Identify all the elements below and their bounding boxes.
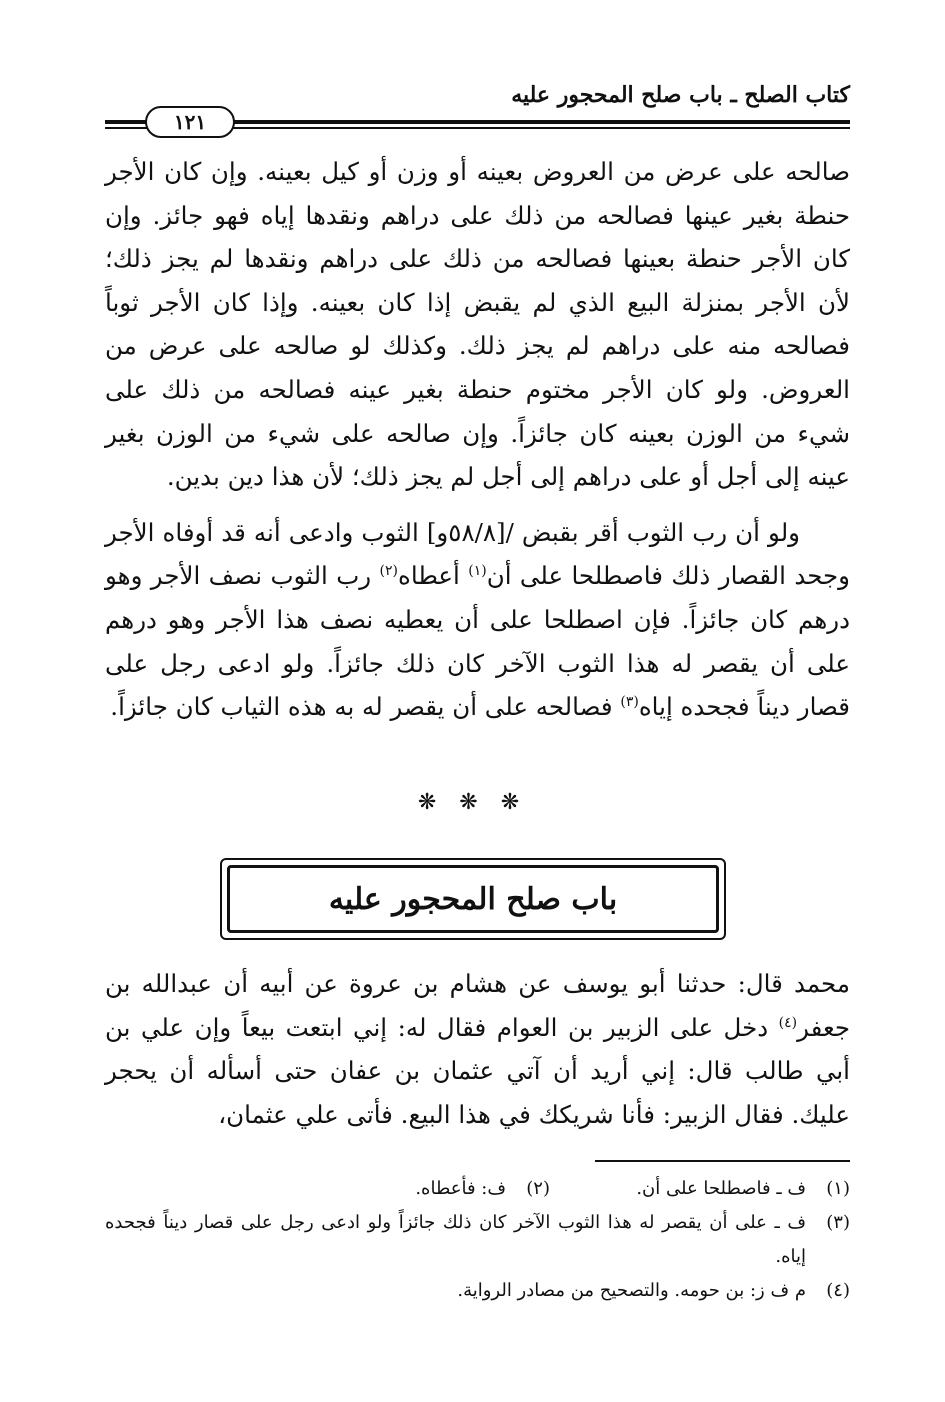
text-run: صالحه على عرض من العروض بعينه أو وزن أو كيل بعينه. وإن كان الأجر حنطة بغير عينها فصالحه من ذلك على دراهم ونقدها إياه فهو جائز. وإن كان الأجر حنطة بعينها فصالحه من ذلك على دراهم ونقدها لم يجز ذلك؛ لأن الأجر بمنزلة البيع الذي لم يقبض إذا كان بعينه. وإذا كان الأجر ثوباً فصالحه منه على دراهم لم يجز ذلك. وكذلك لو صالحه على عرض من العروض. ولو كان الأجر مختوم حنطة بغير عينه فصالحه من ذلك على شيء من الوزن بعينه كان جائزاً. وإن صالحه على شيء من الوزن بغير عينه إلى أجل أو على دراهم إلى أجل لم يجز ذلك؛ لأن هذا دين بدين. <box>105 157 850 492</box>
text-run: محمد قال: حدثنا أبو يوسف عن هشام بن عروة عن أبيه أن عبدالله بن جعفر <box>105 969 850 1042</box>
body-text-bottom <box>105 962 850 1136</box>
footnote-number: (٣) <box>826 1212 850 1233</box>
text-run: دخل على الزبير بن العوام فقال له: إني ابتعت بيعاً وإن علي بن أبي طالب قال: إني أريد أن آتي عثمان بن عفان حتى أسأله أن يحجر عليك. فقال الزبير: فأنا شريكك في هذا البيع. فأتى علي عثمان، <box>105 1012 850 1129</box>
text-run: أعطاه <box>398 561 469 591</box>
footnote-number: (١) <box>826 1178 850 1199</box>
footnote-ref: (١) <box>468 563 487 580</box>
footnote-ref: (٢) <box>379 563 399 580</box>
text-run: ولو أن رب الثوب أقر بقبض /[٥٨/٨و] الثوب وادعى أنه قد أوفاه الأجر وجحد القصار ذلك فاصطلحا على أن <box>105 517 850 591</box>
paragraph <box>105 962 850 1136</box>
footnote-4 <box>105 1274 850 1308</box>
footnote-1 <box>590 1172 850 1206</box>
footnote-row <box>105 1172 850 1206</box>
chapter-heading-frame <box>220 858 726 940</box>
footnote-3 <box>105 1206 850 1274</box>
section-separator: ❋ ❋ ❋ <box>417 790 528 815</box>
footnote-2 <box>290 1172 550 1206</box>
footnote-rule <box>595 1160 850 1162</box>
text-run: فصالحه على أن يقصر له به هذه الثياب كان جائزاً. <box>110 692 621 722</box>
chapter-title: باب صلح المحجور عليه <box>328 881 618 917</box>
footnote-text: ف ـ على أن يقصر له هذا الثوب الآخر كان ذلك جائزاً ولو ادعى رجل على قصار ديناً فجحده إياه. <box>105 1212 806 1267</box>
page-number: ١٢١ <box>145 106 235 138</box>
footnote-text: م ف ز: بن حومه. والتصحيح من مصادر الرواية. <box>457 1280 806 1301</box>
running-header: كتاب الصلح ـ باب صلح المحجور عليه <box>511 82 850 108</box>
footnote-number: (٢) <box>526 1178 550 1199</box>
footnote-text: ف: فأعطاه. <box>415 1178 506 1199</box>
body-text-top <box>105 150 850 729</box>
footnote-text: ف ـ فاصطلحا على أن. <box>636 1178 806 1199</box>
paragraph <box>105 511 850 729</box>
paragraph <box>105 150 850 499</box>
footnote-ref: (٣) <box>620 693 639 710</box>
footnotes <box>105 1172 850 1308</box>
footnote-ref: (٤) <box>778 1014 798 1031</box>
text-run: رب الثوب نصف الأجر وهو درهم كان جائزاً. فإن اصطلحا على أن يعطيه نصف هذا الأجر وهو درهم على أن يقصر له هذا الثوب الآخر كان ذلك جائزاً. ولو ادعى رجل على قصار ديناً فجحده إياه <box>105 561 850 722</box>
footnote-number: (٤) <box>826 1280 850 1301</box>
